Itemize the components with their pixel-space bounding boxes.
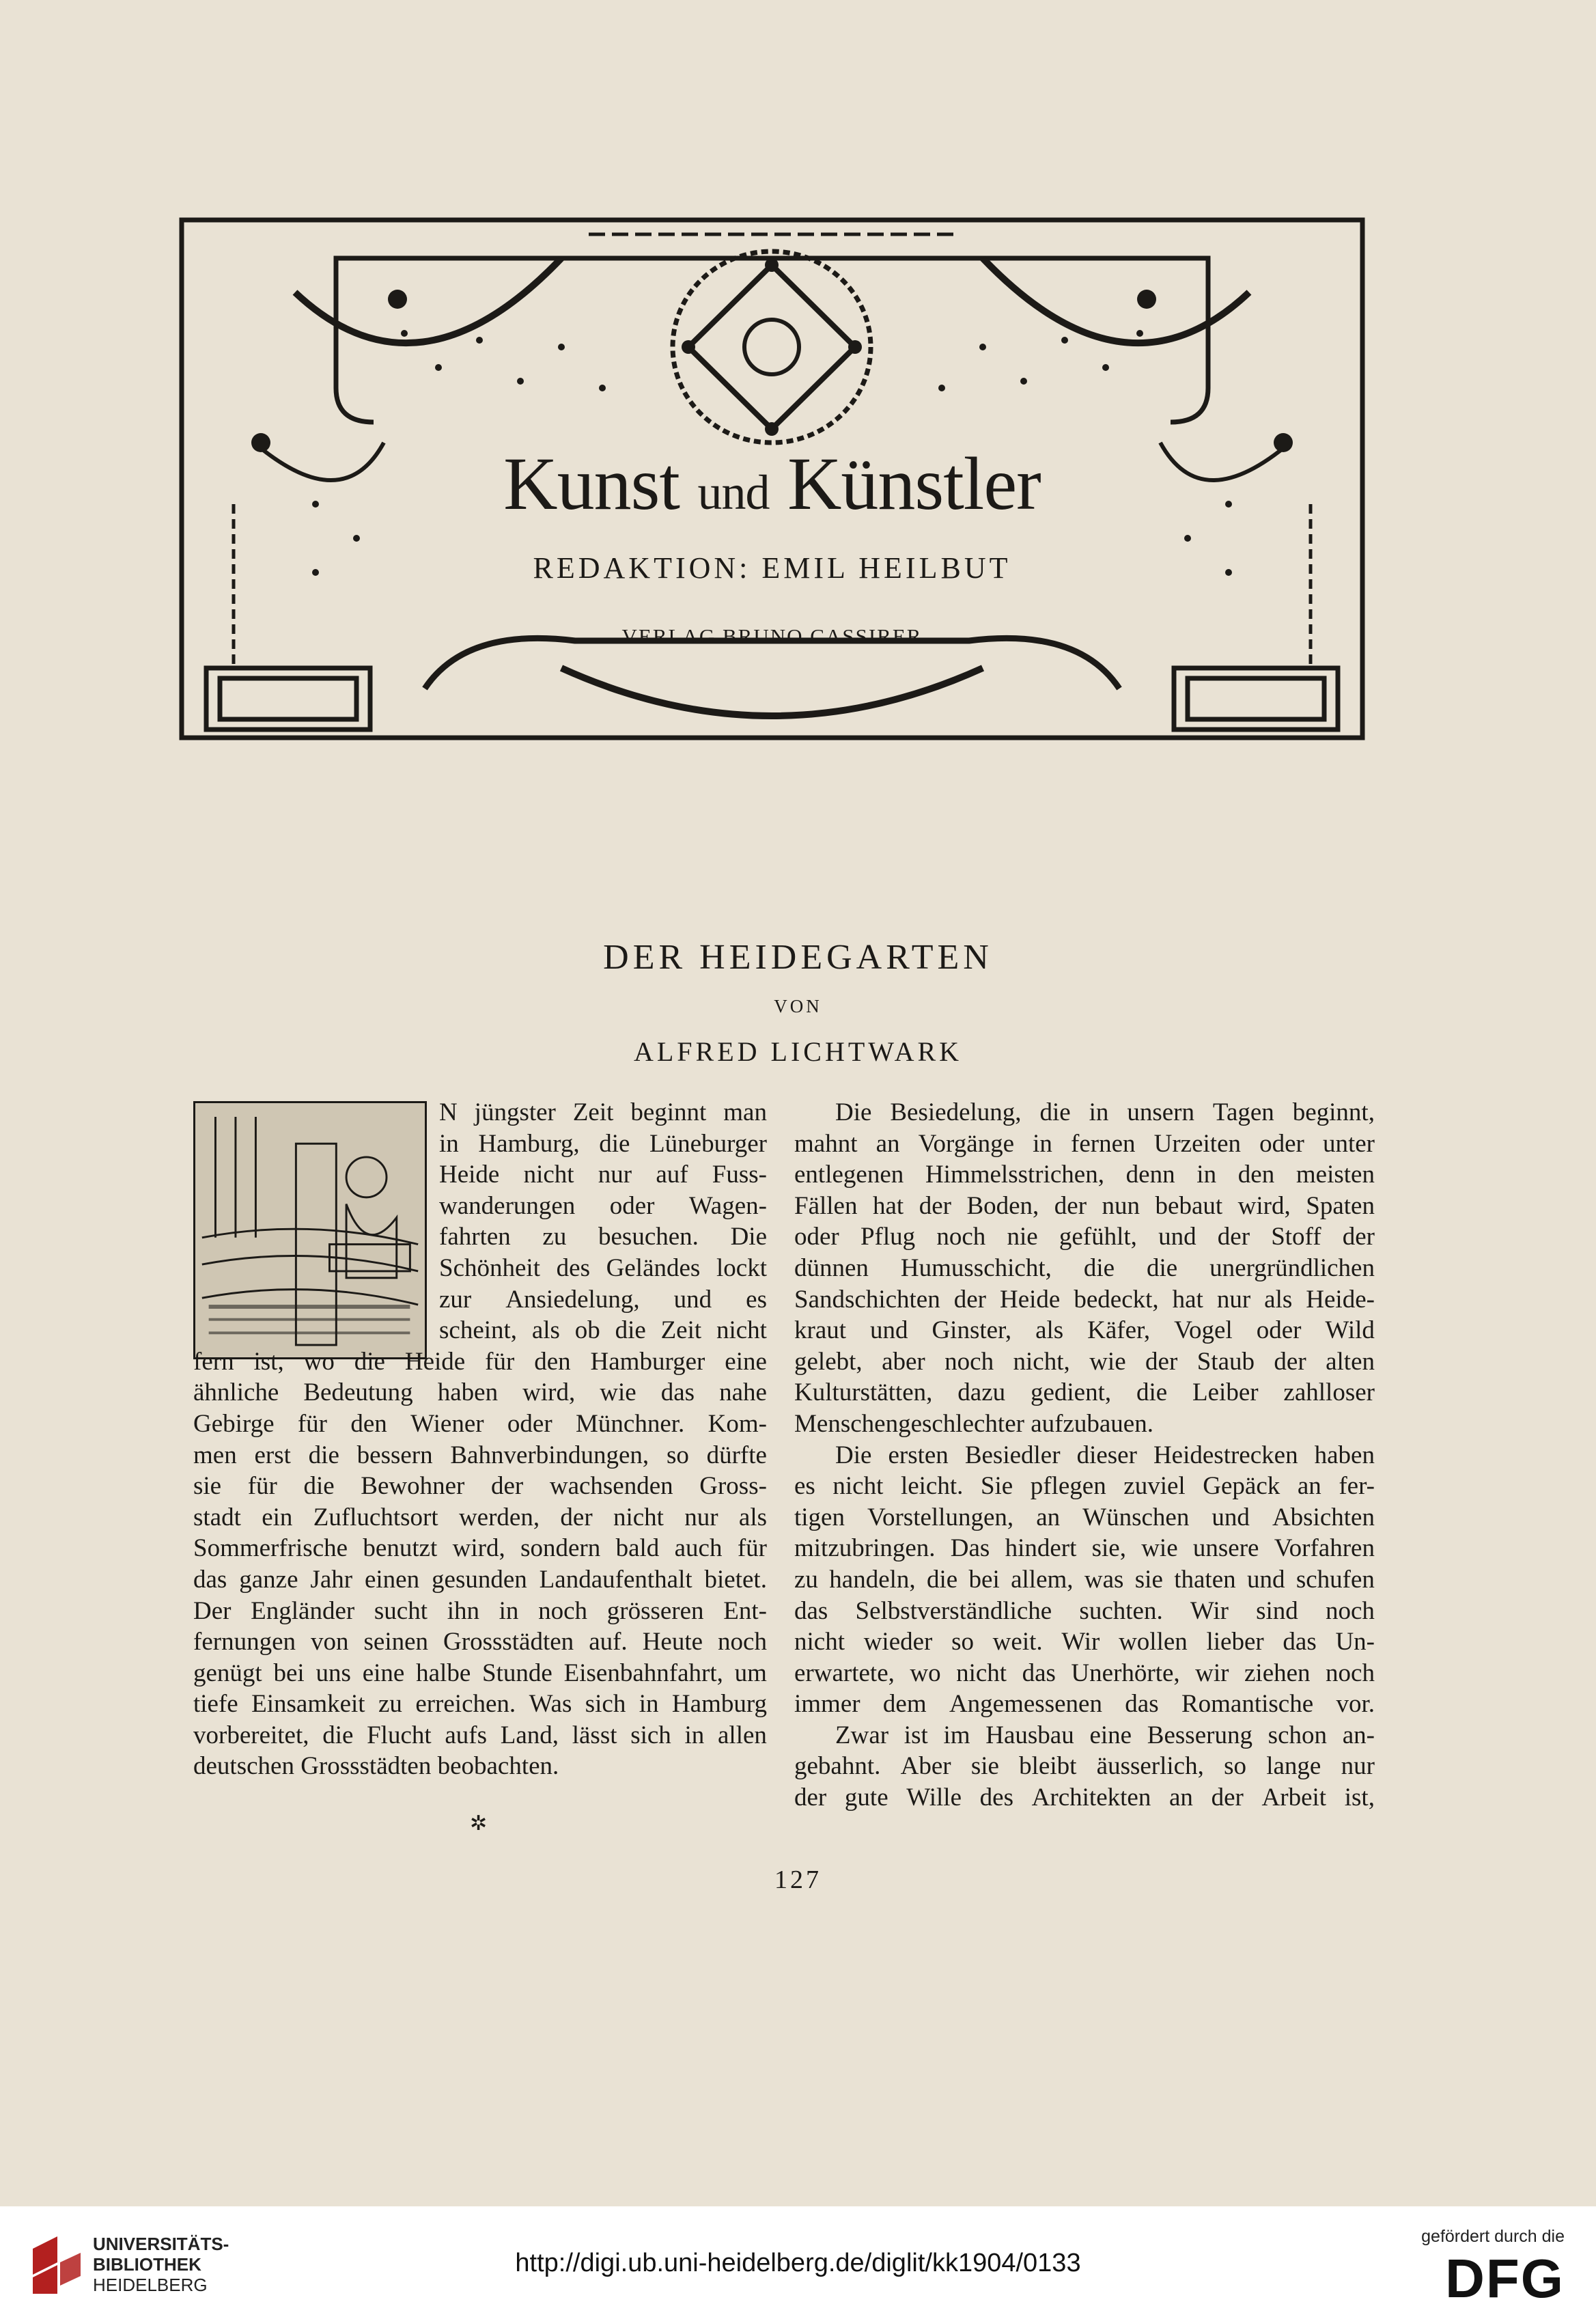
library-name-line2: BIBLIOTHEK xyxy=(93,2254,201,2275)
text-line: ähnliche Bedeutung haben wird, wie das nahe xyxy=(193,1378,767,1407)
text-line: men erst die bessern Bahnverbindungen, so dürfte xyxy=(193,1441,767,1469)
text-line: Fällen hat der Boden, der nun bebaut wird, Spaten xyxy=(794,1191,1375,1220)
text-line: scheint, als ob die Zeit nicht xyxy=(439,1316,767,1345)
text-line: Der Engländer sucht ihn in noch grösseren Ent- xyxy=(193,1596,767,1625)
text-line: Sandschichten der Heide bedeckt, hat nur als Heide- xyxy=(794,1285,1375,1314)
page-number: 127 xyxy=(774,1865,822,1894)
text-line: erwartete, wo nicht das Unerhörte, wir ziehen noch xyxy=(794,1659,1375,1687)
text-line: wanderungen oder Wagen- xyxy=(439,1191,767,1220)
journal-title-und: und xyxy=(697,465,770,520)
library-name-line1: UNIVERSITÄTS- xyxy=(93,2234,229,2254)
funding-label: gefördert durch die xyxy=(1421,2227,1565,2246)
text-line: Heide nicht nur auf Fuss- xyxy=(439,1161,767,1189)
publisher-line: VERLAG BRUNO CASSIRER xyxy=(621,624,923,648)
permalink-url[interactable]: http://digi.ub.uni-heidelberg.de/diglit/kk1904/0133 xyxy=(515,2249,1081,2277)
dfg-logo[interactable]: DFG xyxy=(1445,2248,1565,2309)
right-column xyxy=(794,1097,1375,1814)
text-line: genügt bei uns eine halbe Stunde Eisenbahnfahrt, um xyxy=(193,1659,767,1687)
text-line: Kulturstätten, dazu gedient, die Leiber zahlloser xyxy=(794,1378,1375,1407)
text-line: fern ist, wo die Heide für den Hamburger eine xyxy=(193,1347,767,1376)
masthead-ornament xyxy=(179,217,1365,740)
text-line: entlegenen Himmelsstrichen, denn in den meisten xyxy=(794,1161,1375,1189)
text-line: mitzubringen. Das hindert sie, wie unsere Vorfahren xyxy=(794,1534,1375,1563)
text-line: sie für die Bewohner der wachsenden Gross- xyxy=(193,1472,767,1501)
text-line: Schönheit des Geländes lockt xyxy=(439,1253,767,1282)
left-column xyxy=(193,1097,767,1782)
library-name-line3: HEIDELBERG xyxy=(93,2275,208,2295)
text-line: oder Pflug noch nie gefühlt, und der Stoff der xyxy=(794,1223,1375,1251)
text-line: Die ersten Besiedler dieser Heidestrecken haben xyxy=(835,1441,1375,1469)
text-line: Gebirge für den Wiener oder Münchner. Kom- xyxy=(193,1409,767,1438)
journal-title-kunst: Kunst xyxy=(503,442,680,525)
text-line: dünnen Humusschicht, die die unergründlichen xyxy=(794,1253,1375,1282)
text-line: Sommerfrische benutzt wird, sondern bald auch für xyxy=(193,1534,767,1563)
article-title: DER HEIDEGARTEN xyxy=(603,938,993,977)
text-line: Menschengeschlechter aufzubauen. xyxy=(794,1409,1153,1438)
text-line: stadt ein Zufluchtsort werden, der nicht nur als xyxy=(193,1503,767,1531)
text-line: gebahnt. Aber sie bleibt äusserlich, so lange nur xyxy=(794,1752,1375,1781)
journal-title xyxy=(179,442,1365,525)
text-line: es nicht leicht. Sie pflegen zuviel Gepäck an fer- xyxy=(794,1472,1375,1501)
text-line: deutschen Grossstädten beobachten. xyxy=(193,1752,559,1781)
text-line: vorbereitet, die Flucht aufs Land, lässt sich in allen xyxy=(193,1721,767,1749)
section-end-mark: ✲ xyxy=(470,1812,488,1835)
text-line: das ganze Jahr einen gesunden Landaufenthalt bietet. xyxy=(193,1565,767,1594)
text-line: der gute Wille des Architekten an der Arbeit ist, xyxy=(794,1784,1375,1812)
article-author: ALFRED LICHTWARK xyxy=(633,1036,963,1067)
text-line: Zwar ist im Hausbau eine Besserung schon an- xyxy=(835,1721,1375,1749)
article-von: VON xyxy=(774,996,822,1016)
editor-line: REDAKTION: EMIL HEILBUT xyxy=(533,551,1011,585)
text-line: tiefe Einsamkeit zu erreichen. Was sich in Hamburg xyxy=(193,1690,767,1719)
text-line: nicht wieder so weit. Wir wollen lieber das Un- xyxy=(794,1628,1375,1656)
text-line: gelebt, aber noch nicht, wie der Staub der alten xyxy=(794,1347,1375,1376)
text-line: kraut und Ginster, als Käfer, Vogel oder Wild xyxy=(794,1316,1375,1345)
text-line: fernungen von seinen Grossstädten auf. Heute noch xyxy=(193,1628,767,1656)
text-line: in Hamburg, die Lüneburger xyxy=(439,1129,767,1158)
text-line: zu handeln, die bei allem, was sie thaten und schufen xyxy=(794,1565,1375,1594)
text-line: Die Besiedelung, die in unsern Tagen beginnt, xyxy=(835,1098,1375,1126)
text-line: N jüngster Zeit beginnt man xyxy=(439,1098,767,1126)
text-line: das Selbstverständliche suchten. Wir sind noch xyxy=(794,1596,1375,1625)
text-line: tigen Vorstellungen, an Wünschen und Absichten xyxy=(794,1503,1375,1531)
text-line: immer dem Angemessenen das Romantische vor. xyxy=(794,1690,1375,1719)
text-line: zur Ansiedelung, und es xyxy=(439,1285,767,1314)
text-line: mahnt an Vorgänge in fernen Urzeiten oder unter xyxy=(794,1129,1375,1158)
text-line: fahrten zu besuchen. Die xyxy=(439,1223,767,1251)
journal-title-kuenstler: Künstler xyxy=(787,442,1041,525)
footer-bar xyxy=(0,2206,1596,2317)
